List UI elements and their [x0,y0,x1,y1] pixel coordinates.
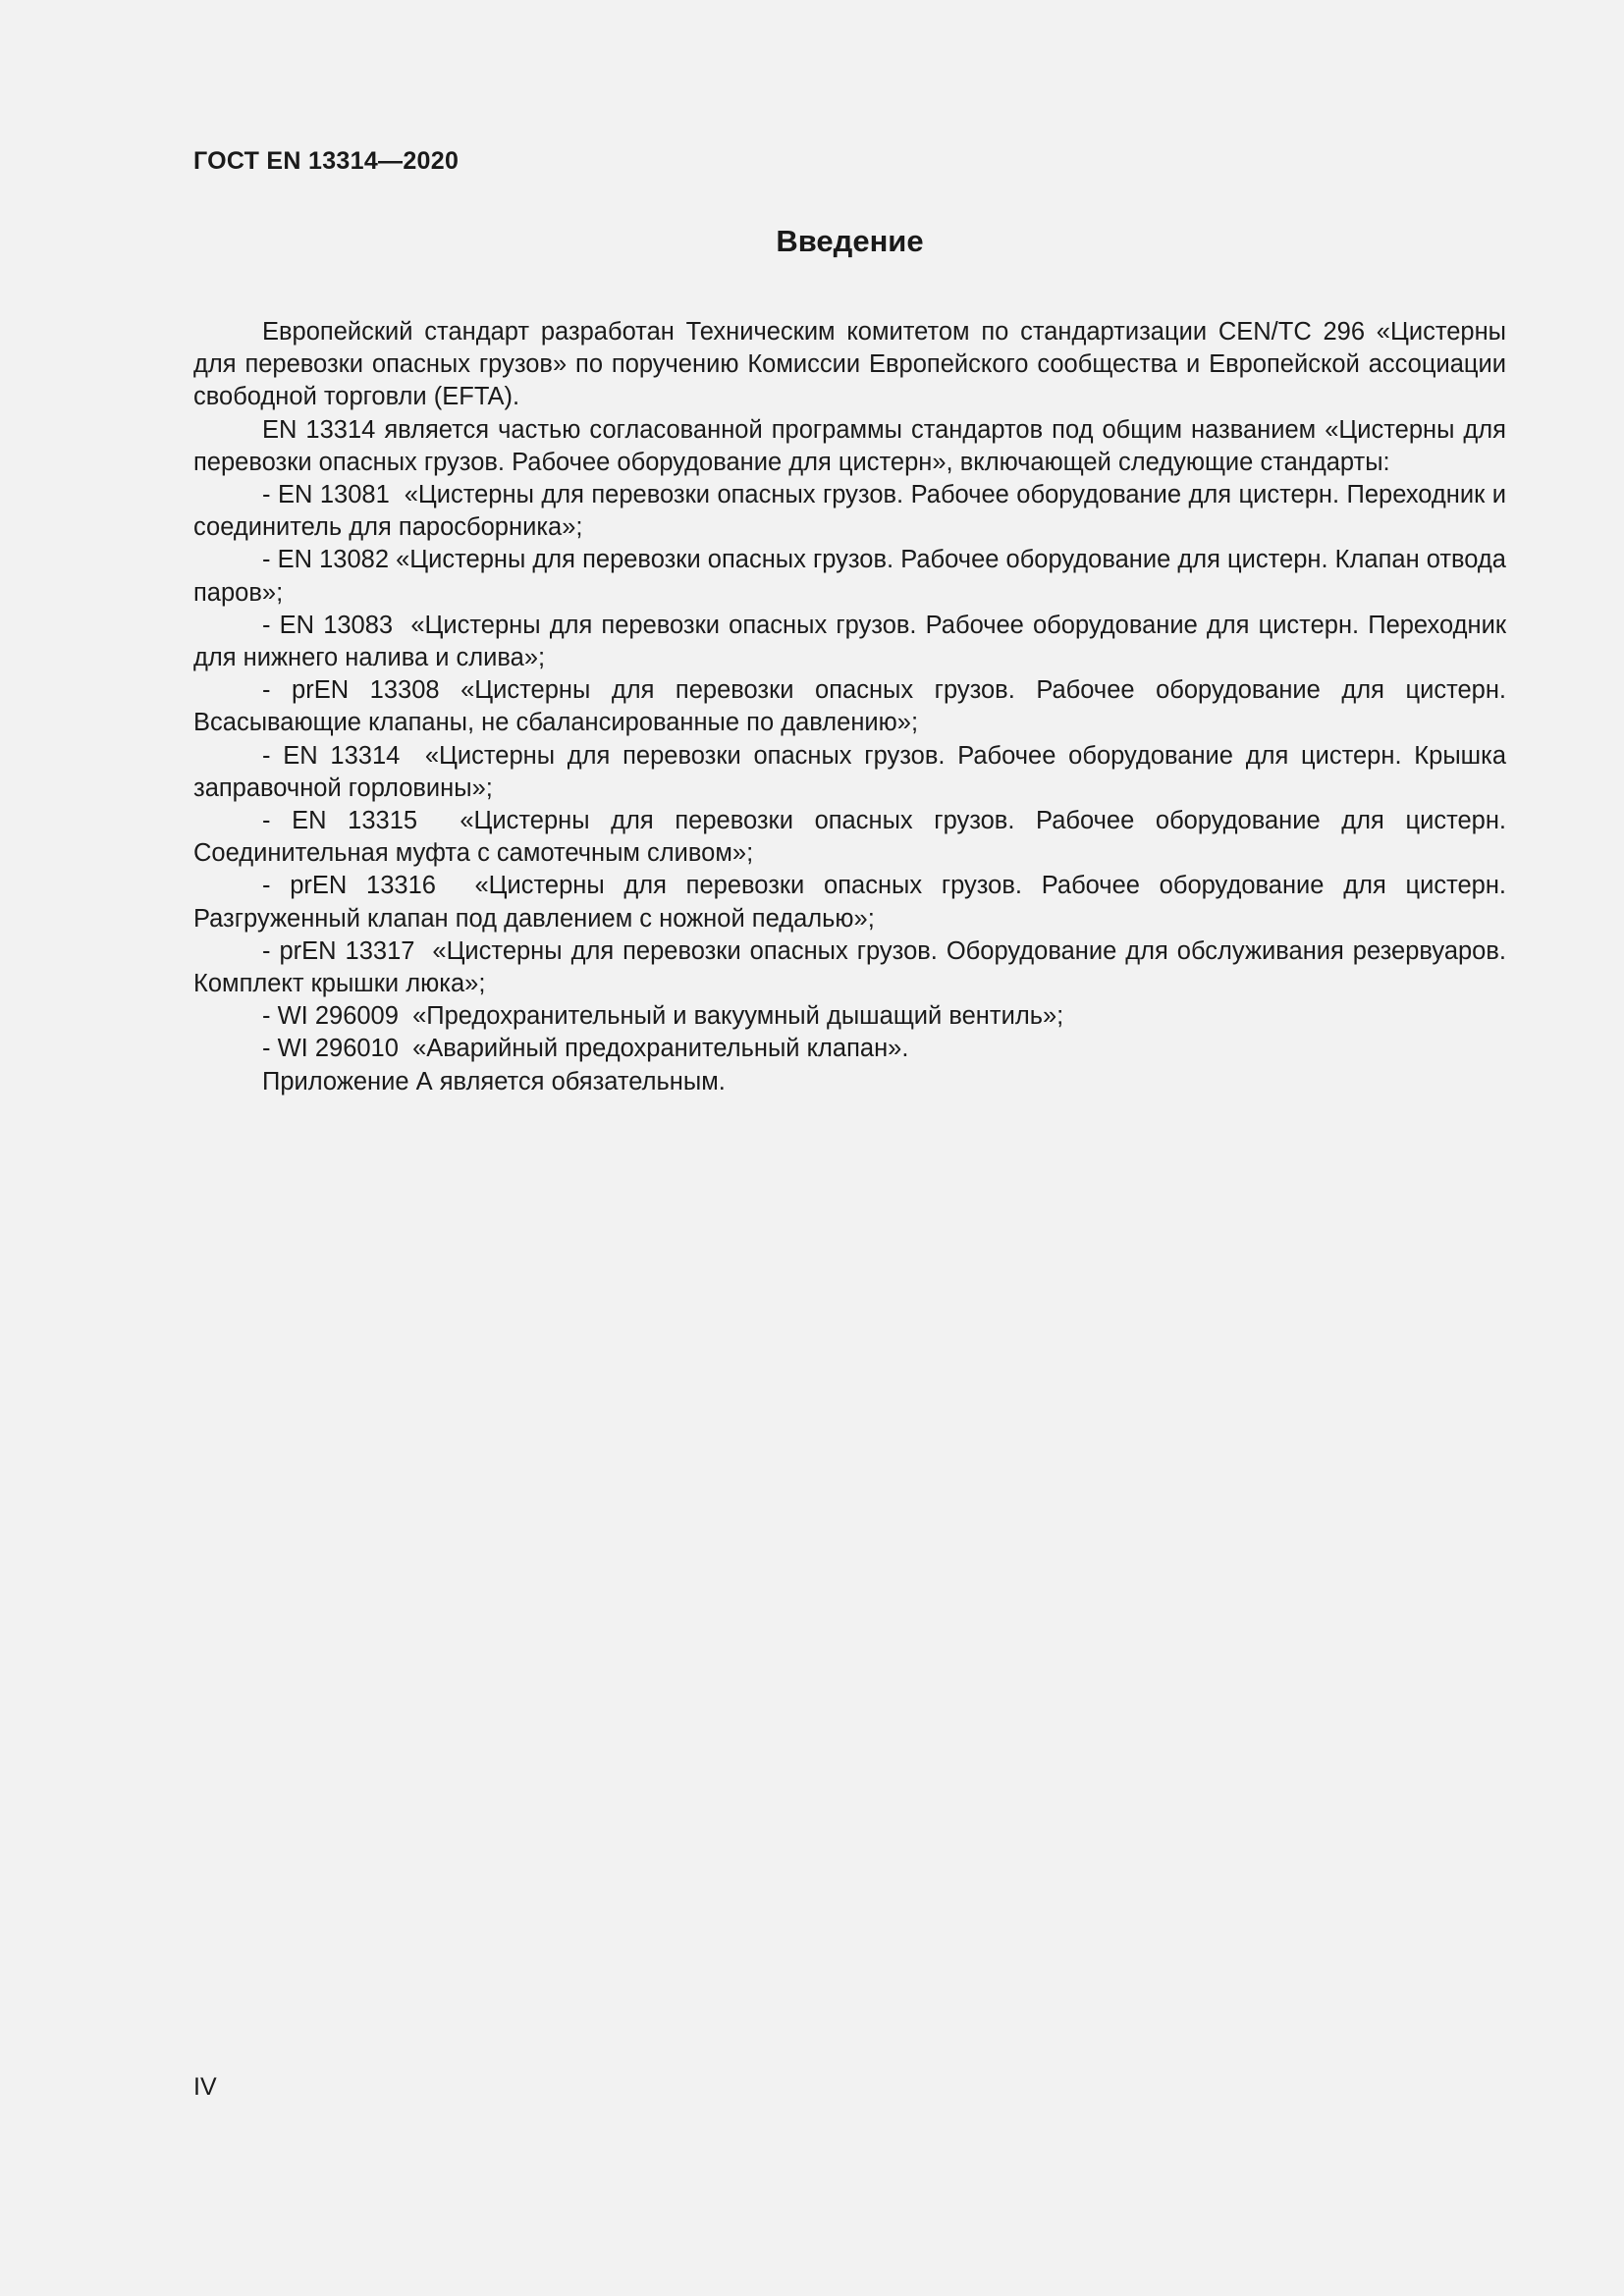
document-header: ГОСТ EN 13314—2020 [193,147,460,175]
list-dash: - [262,807,271,835]
list-dash: - [262,741,271,770]
standard-title: «Цистерны для перевозки опасных грузов. Рабочее оборудование для цистерн. Всасывающие клапаны, не сбалансированные по давлению»; [193,676,1506,737]
standard-code: EN 13314 [283,741,401,770]
standard-title: «Цистерны для перевозки опасных грузов. Рабочее оборудование для цистерн. Переходник и соединитель для паросборника»; [193,481,1506,542]
list-item [193,1033,1506,1065]
list-dash: - [262,611,271,639]
standards-list [193,479,1506,1066]
standard-code: prEN 13316 [290,872,436,900]
standard-code: prEN 13317 [279,936,415,965]
standard-code: EN 13082 [277,546,390,574]
body-text [193,316,1506,1098]
standard-code: prEN 13308 [292,676,440,705]
intro-paragraph-2: EN 13314 является частью согласованной программы стандартов под общим названием «Цистерны для перевозки опасных грузов. Рабочее оборудование для цистерн», включающей следующие стандарты: [193,415,1506,476]
list-item [193,805,1506,870]
standard-code: WI 296010 [277,1035,399,1063]
standard-code: WI 296009 [277,1002,399,1031]
standard-title: «Предохранительный и вакуумный дышащий вентиль»; [412,1002,1064,1031]
list-item [193,935,1506,1000]
standard-title: «Цистерны для перевозки опасных грузов. Рабочее оборудование для цистерн. Переходник для нижнего налива и слива»; [193,611,1506,672]
standard-code: EN 13081 [277,481,390,509]
section-title: Введение [776,224,924,258]
list-item [193,1000,1506,1033]
standard-code: EN 13315 [292,807,418,835]
standard-title: «Цистерны для перевозки опасных грузов. Рабочее оборудование для цистерн. Клапан отвода паров»; [193,546,1506,607]
list-dash: - [262,481,271,509]
list-dash: - [262,936,271,965]
list-item [193,674,1506,739]
standard-title: «Цистерны для перевозки опасных грузов. Рабочее оборудование для цистерн. Разгруженный клапан под давлением с ножной педалью»; [193,872,1507,933]
list-dash: - [262,546,271,574]
list-item [193,479,1506,544]
intro-paragraph-1: Европейский стандарт разработан Техническим комитетом по стандартизации CEN/TC 296 «Цистерны для перевозки опасных грузов» по поручению Комиссии Европейского сообщества и Европейской ассоциации свободной торговли (EFTA). [193,318,1506,411]
page-number: IV [193,2073,217,2101]
standard-title: «Аварийный предохранительный клапан». [412,1035,909,1063]
list-item [193,740,1506,805]
list-dash: - [262,872,271,900]
list-dash: - [262,676,271,705]
list-item [193,544,1506,609]
standard-title: «Цистерны для перевозки опасных грузов. Рабочее оборудование для цистерн. Крышка заправочной горловины»; [193,741,1506,802]
standard-code: EN 13083 [279,611,394,639]
standard-title: «Цистерны для перевозки опасных грузов. Рабочее оборудование для цистерн. Соединительная муфта с самотечным сливом»; [193,807,1506,868]
list-dash: - [262,1035,271,1063]
list-item [193,870,1506,934]
annex-note: Приложение А является обязательным. [262,1067,726,1095]
standard-title: «Цистерны для перевозки опасных грузов. Оборудование для обслуживания резервуаров. Комплект крышки люка»; [193,936,1506,998]
list-item [193,610,1506,674]
list-dash: - [262,1002,271,1031]
